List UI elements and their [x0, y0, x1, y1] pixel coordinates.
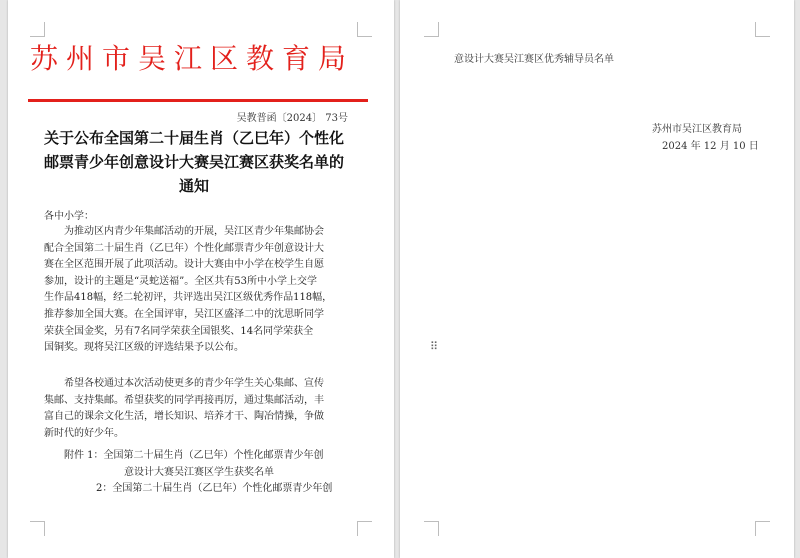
attachments-list: [44, 448, 332, 498]
text-line: 推荐参加全国大赛。在全国评审，吴江区盛泽二中的沈思昕同学: [44, 308, 324, 320]
text-line: 荣获全国金奖，另有7名同学荣获全国银奖、14名同学荣获全: [44, 325, 314, 337]
title-line: 邮票青少年创意设计大赛吴江赛区获奖名单的: [43, 153, 344, 171]
crop-mark-top-left: [424, 22, 439, 37]
text-line: 赛在全区范围开展了此项活动。设计大赛由中小学在校学生自愿: [44, 259, 324, 271]
crop-mark-top-left: [30, 22, 45, 37]
document-number: 吴教普函〔2024〕 73号: [236, 113, 348, 124]
attachment-continuation: 意设计大赛吴江赛区优秀辅导员名单: [454, 54, 614, 65]
document-page-2: [400, 0, 794, 558]
crop-mark-bottom-right: [357, 521, 372, 536]
drag-handle-icon[interactable]: ⠿: [430, 340, 439, 353]
attachment-line: 附件 1：全国第二十届生肖（乙巳年）个性化邮票青少年创: [64, 450, 324, 461]
text-line: 配合全国第二十届生肖（乙巳年）个性化邮票青少年创意设计大: [44, 242, 324, 254]
salutation: 各中小学：: [44, 211, 94, 222]
text-line: 国铜奖。现将吴江区级的评选结果予以公布。: [44, 342, 244, 354]
title-line: 通知: [178, 177, 209, 195]
document-page-1: [8, 0, 394, 558]
signature-date: 2024 年 12 月 10 日: [662, 141, 759, 152]
text-line: 参加，设计的主题是“灵蛇送福”。全区共有53所中小学上交学: [44, 275, 317, 287]
text-line: 新时代的好少年。: [44, 427, 124, 439]
crop-mark-bottom-right: [755, 521, 770, 536]
letterhead: 苏州市吴江区教育局: [30, 42, 355, 75]
document-title: [38, 126, 350, 198]
title-line: 关于公布全国第二十届生肖（乙巳年）个性化: [43, 129, 344, 147]
attachment-line: 意设计大赛吴江赛区学生获奖名单: [124, 466, 274, 478]
text-line: 希望各校通过本次活动使更多的青少年学生关心集邮、宣传: [64, 378, 324, 389]
text-line: 生作品418幅，经二轮初评，共评选出吴江区级优秀作品118幅，: [44, 292, 333, 304]
attachment-line: 2：全国第二十届生肖（乙巳年）个性化邮票青少年创: [96, 483, 333, 495]
crop-mark-bottom-left: [424, 521, 439, 536]
text-line: 为推动区内青少年集邮活动的开展，吴江区青少年集邮协会: [64, 226, 324, 237]
text-line: 集邮、支持集邮。希望获奖的同学再接再厉，通过集邮活动，丰: [44, 394, 324, 406]
crop-mark-bottom-left: [30, 521, 45, 536]
text-line: 富自己的课余文化生活，增长知识、培养才干、陶冶情操，争做: [44, 411, 324, 423]
crop-mark-top-right: [357, 22, 372, 37]
letterhead-red-rule: [28, 99, 368, 102]
signature-organization: 苏州市吴江区教育局: [652, 124, 742, 135]
crop-mark-top-right: [755, 22, 770, 37]
body-paragraph-1: [44, 224, 332, 357]
body-paragraph-2: [44, 376, 324, 442]
